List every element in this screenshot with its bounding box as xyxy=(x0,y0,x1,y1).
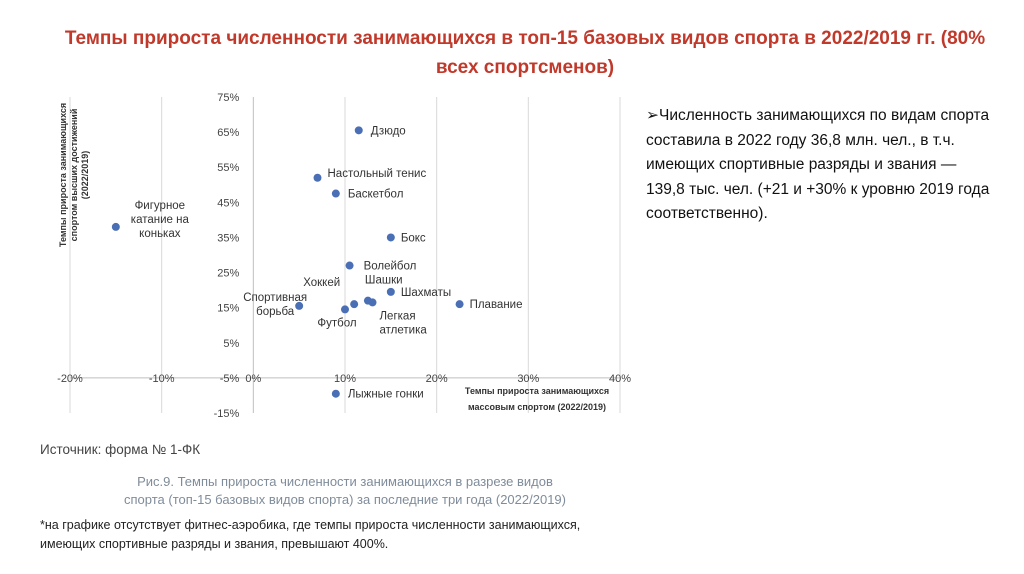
x-tick-label: 30% xyxy=(517,372,540,385)
point-label: Дзюдо xyxy=(370,125,406,138)
point-label: Настольный тенис xyxy=(327,167,427,180)
x-tick-label: -20% xyxy=(57,372,83,385)
caption-line-1: Рис.9. Темпы прироста численности занимающихся в разрезе видов xyxy=(137,474,553,489)
caption-line-2: спорта (топ-15 базовых видов спорта) за последние три года (2022/2019) xyxy=(124,492,566,507)
x-tick-label: 10% xyxy=(333,372,357,385)
data-point xyxy=(332,390,340,398)
data-point xyxy=(355,126,363,134)
data-point xyxy=(387,288,395,296)
data-point xyxy=(387,233,395,241)
chart-ticks xyxy=(57,92,631,420)
point-label: Спортивная борьба xyxy=(243,291,308,318)
point-label: Баскетбол xyxy=(347,188,404,201)
data-point xyxy=(332,190,340,198)
footnote-line-2: имеющих спортивные разряды и звания, превышают 400%. xyxy=(40,537,389,551)
y-tick-label: 5% xyxy=(223,337,240,350)
figure-caption xyxy=(40,473,650,509)
y-tick-label: -15% xyxy=(213,408,240,420)
data-point xyxy=(314,174,322,182)
y-tick-label: 65% xyxy=(217,127,240,140)
y-tick-label: 15% xyxy=(217,302,240,315)
data-point xyxy=(456,300,464,308)
x-tick-label: 40% xyxy=(608,372,632,385)
summary-text: ➢Численность занимающихся по видам спорта составила в 2022 году 36,8 млн. чел., в т.ч. имеющих спортивные разряды и звания — 139,8 тыс. чел. (+21 и +30% к уровню 2019 года соответственно). xyxy=(646,107,990,222)
source-note: Источник: форма № 1-ФК xyxy=(40,442,201,457)
data-point xyxy=(346,262,354,270)
data-point xyxy=(112,223,120,231)
x-axis-title-line2: массовым спортом (2022/2019) xyxy=(467,402,607,412)
slide-title: Темпы прироста численности занимающихся в топ-15 базовых видов спорта в 2022/2019 гг. (80% всех спортсменов) xyxy=(64,28,986,78)
y-axis-title-line2: спортом высших достижений xyxy=(69,108,79,242)
point-label: Легкая атлетика xyxy=(379,310,427,337)
data-point xyxy=(350,300,358,308)
y-tick-label: 35% xyxy=(217,232,240,245)
y-tick-label: -5% xyxy=(219,372,240,385)
point-label: Шахматы xyxy=(400,286,452,299)
x-tick-label: 0% xyxy=(245,372,262,385)
y-tick-label: 45% xyxy=(217,197,240,210)
point-label: Лыжные гонки xyxy=(347,388,424,401)
point-label: Волейбол xyxy=(363,260,417,273)
y-tick-label: 55% xyxy=(217,162,240,175)
footnote-line-1: *на графике отсутствует фитнес-аэробика, где темпы прироста численности занимающихся, xyxy=(40,518,581,532)
footnote xyxy=(40,516,660,554)
point-label: Бокс xyxy=(400,232,426,245)
x-axis-title-line1: Темпы прироста занимающихся xyxy=(464,386,610,396)
chart-point-labels xyxy=(131,125,523,400)
x-tick-label: 20% xyxy=(425,372,448,385)
point-label: Плавание xyxy=(469,299,523,312)
y-axis-title-line1: Темпы прироста занимающихся xyxy=(58,102,68,248)
x-tick-label: -10% xyxy=(148,372,175,385)
data-point xyxy=(369,298,377,306)
point-label: Футбол xyxy=(317,317,357,330)
data-point xyxy=(341,305,349,313)
y-axis-title-line3: (2022/2019) xyxy=(80,150,90,200)
point-label: Фигурное катание на коньках xyxy=(130,199,189,240)
y-tick-label: 75% xyxy=(217,92,240,104)
point-label: Шашки xyxy=(364,274,403,287)
y-tick-label: 25% xyxy=(217,267,240,280)
chart-grid xyxy=(70,97,620,413)
point-label: Хоккей xyxy=(303,277,341,290)
